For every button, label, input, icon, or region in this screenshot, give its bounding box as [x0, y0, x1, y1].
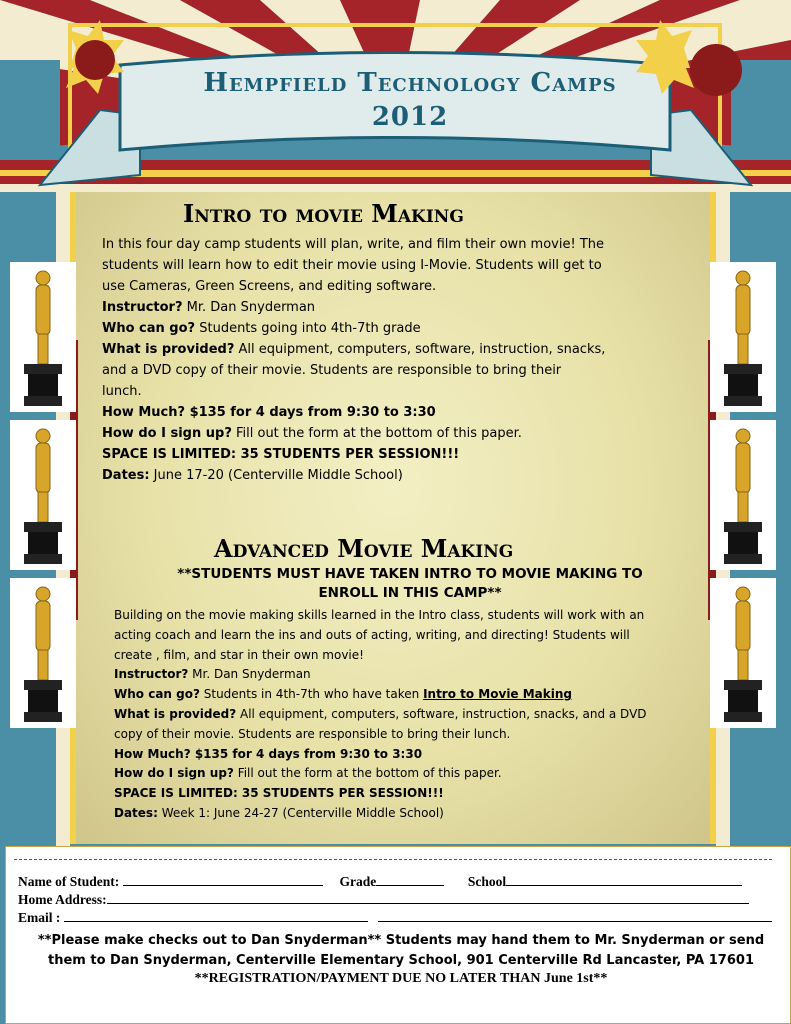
- value: SPACE IS LIMITED: 35 STUDENTS PER SESSION!!!: [102, 447, 460, 462]
- intro-desc-line: use Cameras, Green Screens, and editing software.: [102, 279, 437, 294]
- oscar-statue-icon: [710, 262, 776, 412]
- advanced-cost: [114, 745, 704, 765]
- intro-section-body: [102, 234, 702, 486]
- oscar-statue-icon: [10, 262, 76, 412]
- value: Fill out the form at the bottom of this paper.: [233, 766, 502, 781]
- label: What is provided?: [114, 706, 237, 721]
- oscar-statue-icon: [10, 578, 76, 728]
- oscar-statue-icon: [10, 420, 76, 570]
- starburst-left-icon: [66, 20, 124, 94]
- payment-note-line: **Please make checks out to Dan Snyderman** Students may hand them to Mr. Snyderman or send: [37, 933, 765, 948]
- value: Mr. Dan Snyderman: [182, 300, 316, 315]
- label: Who can go?: [114, 687, 200, 702]
- value: All equipment, computers, software, instruction, snacks,: [234, 342, 606, 357]
- oscar-statue-icon: [710, 578, 776, 728]
- advanced-signup: [114, 764, 704, 784]
- registration-form: [5, 846, 791, 1024]
- label: Who can go?: [102, 321, 196, 336]
- camp-year: 2012: [371, 102, 449, 132]
- school-label: School: [467, 874, 507, 889]
- advanced-who: [114, 685, 704, 705]
- value: Students in 4th-7th who have taken: [199, 687, 424, 702]
- banner-ribbon: [0, 0, 791, 200]
- intro-cost: [102, 402, 702, 423]
- label: Dates:: [114, 805, 158, 820]
- advanced-section-body: [114, 606, 704, 824]
- warning-line: **STUDENTS MUST HAVE TAKEN INTRO TO MOVIE MAKING TO: [177, 566, 643, 582]
- grade-field[interactable]: [376, 873, 444, 886]
- advanced-prerequisite-warning: [130, 565, 690, 603]
- label: Instructor?: [102, 300, 183, 315]
- label: Instructor?: [114, 667, 189, 682]
- advanced-provided-cont: copy of their movie. Students are responsible to bring their lunch.: [114, 726, 511, 741]
- value: Students going into 4th-7th grade: [195, 321, 421, 336]
- value: How Much? $135 for 4 days from 9:30 to 3:30: [114, 746, 423, 761]
- value: Mr. Dan Snyderman: [188, 667, 311, 682]
- intro-provided: [102, 339, 702, 360]
- advanced-desc-line: acting coach and learn the ins and outs of acting, writing, and directing! Students will: [114, 627, 630, 642]
- intro-provided-cont: lunch.: [102, 384, 142, 399]
- intro-dates: [102, 465, 702, 486]
- form-row-address: [18, 891, 749, 908]
- advanced-provided: [114, 705, 704, 725]
- value: Week 1: June 24-27 (Centerville Middle School): [157, 805, 444, 820]
- oscar-statue-icon: [710, 420, 776, 570]
- intro-space-limited: [102, 444, 702, 465]
- intro-desc-line: students will learn how to edit their movie using I-Movie. Students will get to: [102, 258, 602, 273]
- advanced-instructor: [114, 665, 704, 685]
- intro-section-title: Intro to movie Making: [183, 199, 464, 228]
- student-name-label: Name of Student:: [18, 874, 120, 889]
- label: Dates:: [102, 468, 150, 483]
- value: How Much? $135 for 4 days from 9:30 to 3:30: [102, 405, 436, 420]
- value: All equipment, computers, software, instruction, snacks, and a DVD: [236, 706, 647, 721]
- advanced-desc-line: Building on the movie making skills learned in the Intro class, students will work with an: [114, 608, 645, 622]
- advanced-space-limited: [114, 784, 704, 804]
- cut-line: [14, 859, 772, 860]
- label: How do I sign up?: [102, 426, 232, 441]
- advanced-section-title: Advanced Movie Making: [214, 534, 514, 563]
- value: June 17-20 (Centerville Middle School): [149, 468, 403, 483]
- intro-course-reference: Intro to Movie Making: [423, 687, 573, 702]
- home-address-label: Home Address:: [18, 892, 107, 907]
- advanced-dates: [114, 804, 704, 824]
- intro-instructor: [102, 297, 702, 318]
- intro-desc-line: In this four day camp students will plan, write, and film their own movie! The: [102, 237, 605, 252]
- email-label: Email :: [18, 910, 61, 925]
- warning-line: ENROLL IN THIS CAMP**: [318, 585, 502, 601]
- intro-who: [102, 318, 702, 339]
- school-field[interactable]: [506, 873, 742, 886]
- home-address-field[interactable]: [107, 891, 749, 904]
- form-row-name: [18, 873, 742, 890]
- grade-label: Grade: [339, 874, 377, 889]
- intro-signup: [102, 423, 702, 444]
- advanced-desc-line: create , film, and star in their own movie!: [114, 647, 364, 662]
- label: What is provided?: [102, 342, 235, 357]
- payment-note: [16, 931, 786, 971]
- extra-field[interactable]: [378, 909, 772, 922]
- email-field[interactable]: [64, 909, 368, 922]
- payment-note-line: them to Dan Snyderman, Centerville Elementary School, 901 Centerville Rd Lancaster, PA 17601: [48, 953, 754, 968]
- value: Fill out the form at the bottom of this paper.: [231, 426, 522, 441]
- form-row-email: [18, 909, 772, 926]
- payment-due-notice: **REGISTRATION/PAYMENT DUE NO LATER THAN June 1st**: [194, 971, 608, 986]
- label: How do I sign up?: [114, 766, 234, 781]
- student-name-field[interactable]: [123, 873, 323, 886]
- intro-provided-cont: and a DVD copy of their movie. Students are responsible to bring their: [102, 363, 562, 378]
- camp-title: Hempfield Technology Camps: [203, 68, 617, 98]
- value: SPACE IS LIMITED: 35 STUDENTS PER SESSION!!!: [114, 786, 444, 801]
